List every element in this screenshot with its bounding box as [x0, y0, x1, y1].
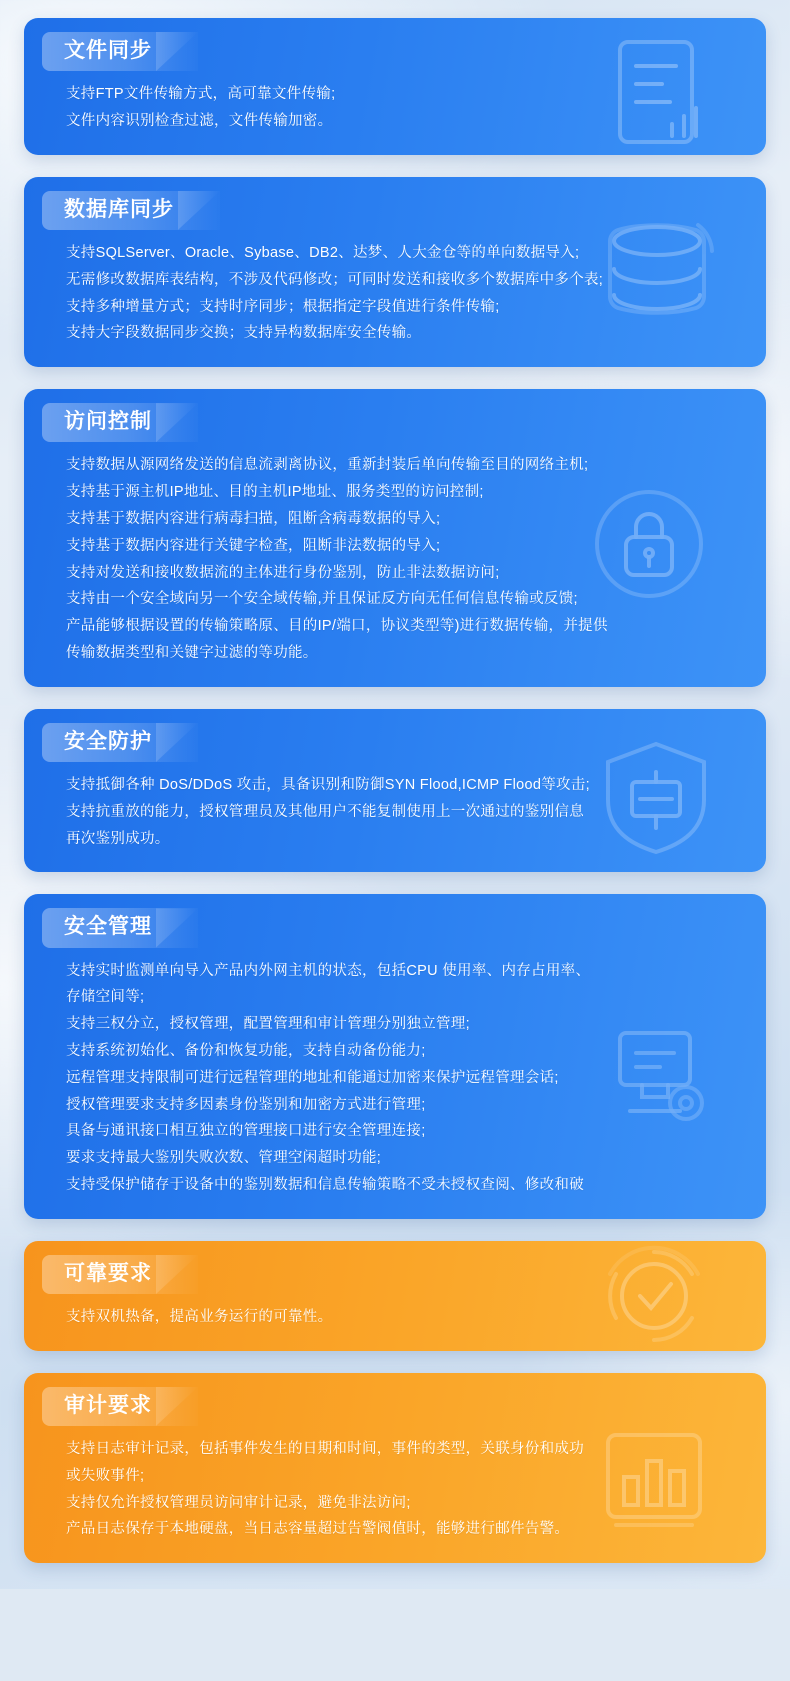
body-line: 远程管理支持限制可进行远程管理的地址和能通过加密来保护远程管理会话; [66, 1069, 559, 1086]
body-line: 支持大字段数据同步交换；支持异构数据库安全传输。 [66, 325, 422, 342]
card-body-audit-requirements [24, 1426, 766, 1545]
card-body-file-sync [24, 71, 766, 137]
body-line: 支持仅允许授权管理员访问审计记录，避免非法访问; [66, 1494, 411, 1511]
card-file-sync [24, 18, 766, 155]
body-line: 支持抵御各种 DoS/DDoS 攻击，具备识别和防御SYN Flood,ICMP Flood等攻击; [66, 776, 590, 793]
card-title-file-sync: 文件同步 [42, 32, 198, 71]
card-body-security-protection [24, 762, 766, 854]
body-line: 无需修改数据库表结构，不涉及代码修改；可同时发送和接收多个数据库中多个表; [66, 271, 604, 288]
body-line: 支持基于源主机IP地址、目的主机IP地址、服务类型的访问控制; [66, 484, 484, 501]
card-body-security-management [24, 948, 766, 1201]
body-line: 支持数据从源网络发送的信息流剥离协议，重新封装后单向传输至目的网络主机; [66, 457, 589, 474]
card-database-sync [24, 177, 766, 367]
card-title-reliability-requirements: 可靠要求 [42, 1255, 198, 1294]
body-line: 支持FTP文件传输方式，高可靠文件传输; [66, 86, 336, 103]
body-line: 具备与通讯接口相互独立的管理接口进行安全管理连接; [66, 1123, 426, 1140]
feature-card-stack [24, 18, 766, 1563]
card-body-reliability-requirements [24, 1294, 766, 1333]
body-line: 支持SQLServer、Oracle、Sybase、DB2、达梦、人大金仓等的单向数据导入; [66, 244, 580, 261]
body-line: 支持由一个安全域向另一个安全域传输,并且保证反方向无任何信息传输或反馈; [66, 591, 578, 608]
card-access-control [24, 389, 766, 687]
body-line: 支持双机热备，提高业务运行的可靠性。 [66, 1308, 333, 1325]
body-line: 产品能够根据设置的传输策略原、目的IP/端口，协议类型等)进行数据传输，并提供 [66, 618, 608, 635]
body-line: 支持受保护储存于设备中的鉴别数据和信息传输策略不受未授权查阅、修改和破 [66, 1177, 584, 1194]
body-line: 支持基于数据内容进行关键字检查，阻断非法数据的导入; [66, 537, 441, 554]
card-security-management [24, 894, 766, 1218]
card-body-database-sync [24, 230, 766, 349]
body-line: 传输数据类型和关键字过滤的等功能。 [66, 644, 318, 661]
card-title-audit-requirements: 审计要求 [42, 1387, 198, 1426]
card-security-protection [24, 709, 766, 873]
body-line: 支持抗重放的能力，授权管理员及其他用户不能复制使用上一次通过的鉴别信息 [66, 803, 584, 820]
card-title-database-sync: 数据库同步 [42, 191, 220, 230]
body-line: 支持对发送和接收数据流的主体进行身份鉴别，防止非法数据访问; [66, 564, 500, 581]
body-line: 文件内容识别检查过滤，文件传输加密。 [66, 112, 333, 129]
card-body-access-control [24, 442, 766, 669]
card-title-security-management: 安全管理 [42, 908, 198, 947]
body-line: 支持系统初始化、备份和恢复功能，支持自动备份能力; [66, 1042, 426, 1059]
body-line: 授权管理要求支持多因素身份鉴别和加密方式进行管理; [66, 1096, 426, 1113]
body-line: 支持基于数据内容进行病毒扫描，阻断含病毒数据的导入; [66, 510, 441, 527]
body-line: 或失败事件; [66, 1467, 145, 1484]
body-line: 产品日志保存于本地硬盘，当日志容量超过告警阀值时，能够进行邮件告警。 [66, 1521, 570, 1538]
body-line: 要求支持最大鉴别失败次数、管理空闲超时功能; [66, 1150, 382, 1167]
card-title-security-protection: 安全防护 [42, 723, 198, 762]
body-line: 支持日志审计记录，包括事件发生的日期和时间，事件的类型，关联身份和成功 [66, 1440, 584, 1457]
body-line: 存储空间等; [66, 989, 145, 1006]
card-audit-requirements [24, 1373, 766, 1563]
body-line: 再次鉴别成功。 [66, 830, 170, 847]
body-line: 支持实时监测单向导入产品内外网主机的状态，包括CPU 使用率、内存占用率、 [66, 962, 591, 979]
card-title-access-control: 访问控制 [42, 403, 198, 442]
body-line: 支持多种增量方式；支持时序同步；根据指定字段值进行条件传输; [66, 298, 500, 315]
body-line: 支持三权分立，授权管理，配置管理和审计管理分别独立管理; [66, 1016, 470, 1033]
card-reliability-requirements [24, 1241, 766, 1351]
